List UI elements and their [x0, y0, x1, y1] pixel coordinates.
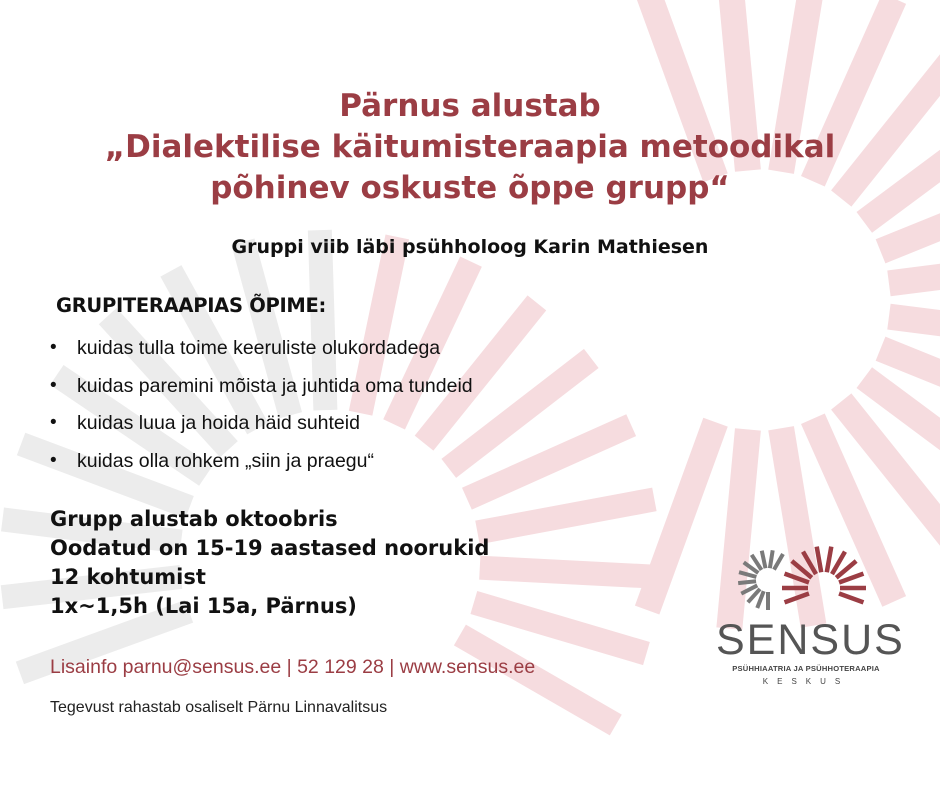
logo-ray: [817, 547, 822, 573]
logo-ray: [827, 547, 832, 573]
list-item-text: kuidas paremini mõista ja juhtida oma tundeid: [77, 374, 473, 397]
bullet-icon: •: [50, 374, 57, 396]
start-info: Grupp alustab oktoobris: [50, 507, 338, 531]
logo-ray: [739, 572, 756, 577]
funding-note: Tegevust rahastab osaliselt Pärnu Linnavalitsus: [50, 699, 388, 716]
title-line-1: Pärnus alustab: [339, 88, 601, 124]
list-item: [50, 337, 473, 375]
decorative-ray: [889, 258, 940, 284]
logo-tagline-keskus: KESKUS: [762, 677, 850, 686]
learn-heading: GRUPITERAAPIAS ÕPIME:: [56, 294, 327, 317]
sessions-info: 12 kohtumist: [50, 565, 206, 589]
list-item: [50, 450, 473, 488]
list-item-text: kuidas luua ja hoida häid suhteid: [77, 412, 360, 434]
logo-ray: [770, 550, 773, 568]
title-line-3: põhinev oskuste õppe grupp“: [210, 170, 730, 206]
logo-wordmark: SENSUS: [716, 616, 905, 664]
logo-ray: [785, 593, 809, 602]
schedule-info: 1x~1,5h (Lai 15a, Pärnus): [50, 594, 357, 618]
bullet-icon: •: [50, 449, 57, 471]
group-leader-subtitle: Gruppi viib läbi psühholoog Karin Mathiesen: [231, 236, 709, 258]
title-line-2: „Dialektilise käitumisteraapia metoodikal: [104, 129, 836, 165]
list-item-text: kuidas tulla toime keeruliste olukordadega: [77, 337, 441, 359]
decorative-ray: [889, 317, 940, 343]
logo-ray: [839, 593, 863, 602]
page-title: [0, 86, 940, 209]
decorative-ray: [477, 499, 654, 532]
contact-info: Lisainfo parnu@sensus.ee | 52 129 28 | www.sensus.ee: [50, 656, 536, 678]
list-item: [50, 412, 473, 450]
logo-ray: [762, 551, 766, 569]
bullet-icon: •: [50, 337, 57, 358]
group-details: [50, 505, 489, 621]
list-item-text: kuidas olla rohkem „siin ja praegu“: [77, 449, 374, 472]
logo-tagline: PSÜHHIAATRIA JA PSÜHHOTERAAPIA: [732, 664, 880, 673]
audience-info: Oodatud on 15-19 aastased noorukid: [50, 536, 490, 560]
decorative-ray: [480, 568, 660, 577]
logo-ray: [774, 554, 783, 570]
logo-ray: [738, 581, 756, 583]
bullet-icon: •: [50, 412, 57, 433]
list-item: [50, 375, 473, 413]
learn-list: [50, 337, 473, 487]
